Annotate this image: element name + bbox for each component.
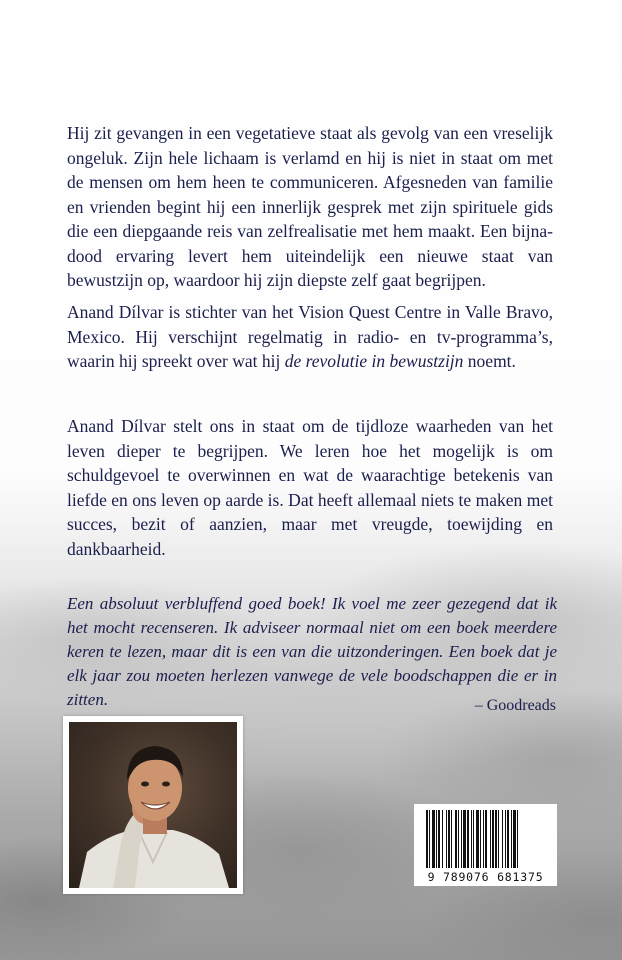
barcode-bar	[448, 810, 450, 868]
barcode-bar	[426, 810, 428, 868]
barcode-bar	[436, 810, 437, 868]
isbn-barcode	[414, 804, 557, 886]
author-text-end: noemt.	[463, 351, 516, 371]
barcode-bar	[467, 810, 469, 868]
author-photo-frame	[63, 716, 243, 894]
author-text-start: Anand Dílvar is stichter van het Vision Quest Centre in Valle Bravo, Mexico. Hij verschijnt regelmatig in radio- en tv-programma’s, waarin hij spreekt over wat hij	[67, 302, 553, 371]
barcode-bar	[492, 810, 494, 868]
isbn-number: 9 789076 681375	[427, 870, 544, 884]
barcode-bar	[511, 810, 512, 868]
barcode-bar	[451, 810, 452, 868]
message-paragraph: Anand Dílvar stelt ons in staat om de tijdloze waarheden van het leven dieper te begrijpen. We leren hoe het mogelijk is om schuldgevoel te overwinnen en wat de waarachtige betekenis van liefde en ons leven op aarde is. Dat heeft allemaal niets te maken met succes, bezit of aanzien, maar met vreugde, toewijding en dankbaarheid.	[67, 416, 553, 559]
barcode-bar	[455, 810, 457, 868]
author-paragraph	[67, 300, 553, 374]
barcode-bar	[502, 810, 503, 868]
barcode-bar	[480, 810, 481, 868]
barcode-bar	[476, 810, 479, 868]
barcode-bar	[498, 810, 499, 868]
author-portrait-illustration	[69, 722, 237, 888]
barcode-bar	[438, 810, 440, 868]
barcode-bar	[458, 810, 459, 868]
barcode-bar	[517, 810, 518, 868]
barcode-bar	[463, 810, 466, 868]
barcode-bar	[490, 810, 491, 868]
barcode-bar	[483, 810, 484, 868]
barcode-bar	[473, 810, 474, 868]
barcode-bar	[446, 810, 447, 868]
barcode-bar	[471, 810, 472, 868]
synopsis-paragraph: Hij zit gevangen in een vegetatieve staat als gevolg van een vreselijk ongeluk. Zijn hele lichaam is verlamd en hij is niet in staat om met de mensen om hem heen te communiceren. Afgesneden van familie en vrienden begint hij een innerlijk gesprek met zijn spirituele gids die een diepgaande reis van zelfrealisatie met hem maakt. Een bijna-dood ervaring levert hem uiteindelijk een nieuwe staat van bewustzijn op, waardoor hij zijn diepste zelf gaat begrijpen.	[67, 123, 553, 290]
barcode-bar	[442, 810, 443, 868]
barcode-bar	[461, 810, 462, 868]
barcode-bars	[414, 806, 557, 872]
barcode-bar	[513, 810, 516, 868]
barcode-bar	[507, 810, 509, 868]
barcode-bar	[485, 810, 487, 868]
author-text-emphasis: de revolutie in bewustzijn	[284, 351, 464, 371]
review-attribution: – Goodreads	[474, 697, 556, 714]
barcode-bar	[429, 810, 430, 868]
barcode-bar	[495, 810, 497, 868]
barcode-bar	[505, 810, 506, 868]
barcode-bar	[432, 810, 435, 868]
author-photo	[69, 722, 237, 888]
review-quote: Een absoluut verbluffend goed boek! Ik voel me zeer gezegend dat ik het mocht recenseren. Ik adviseer normaal niet om een boek meerdere keren te lezen, maar dit is een van die uitzonderingen. Een boek dat je elk jaar zou moeten herlezen vanwege de vele boodschappen die er in zitten.	[67, 594, 557, 709]
